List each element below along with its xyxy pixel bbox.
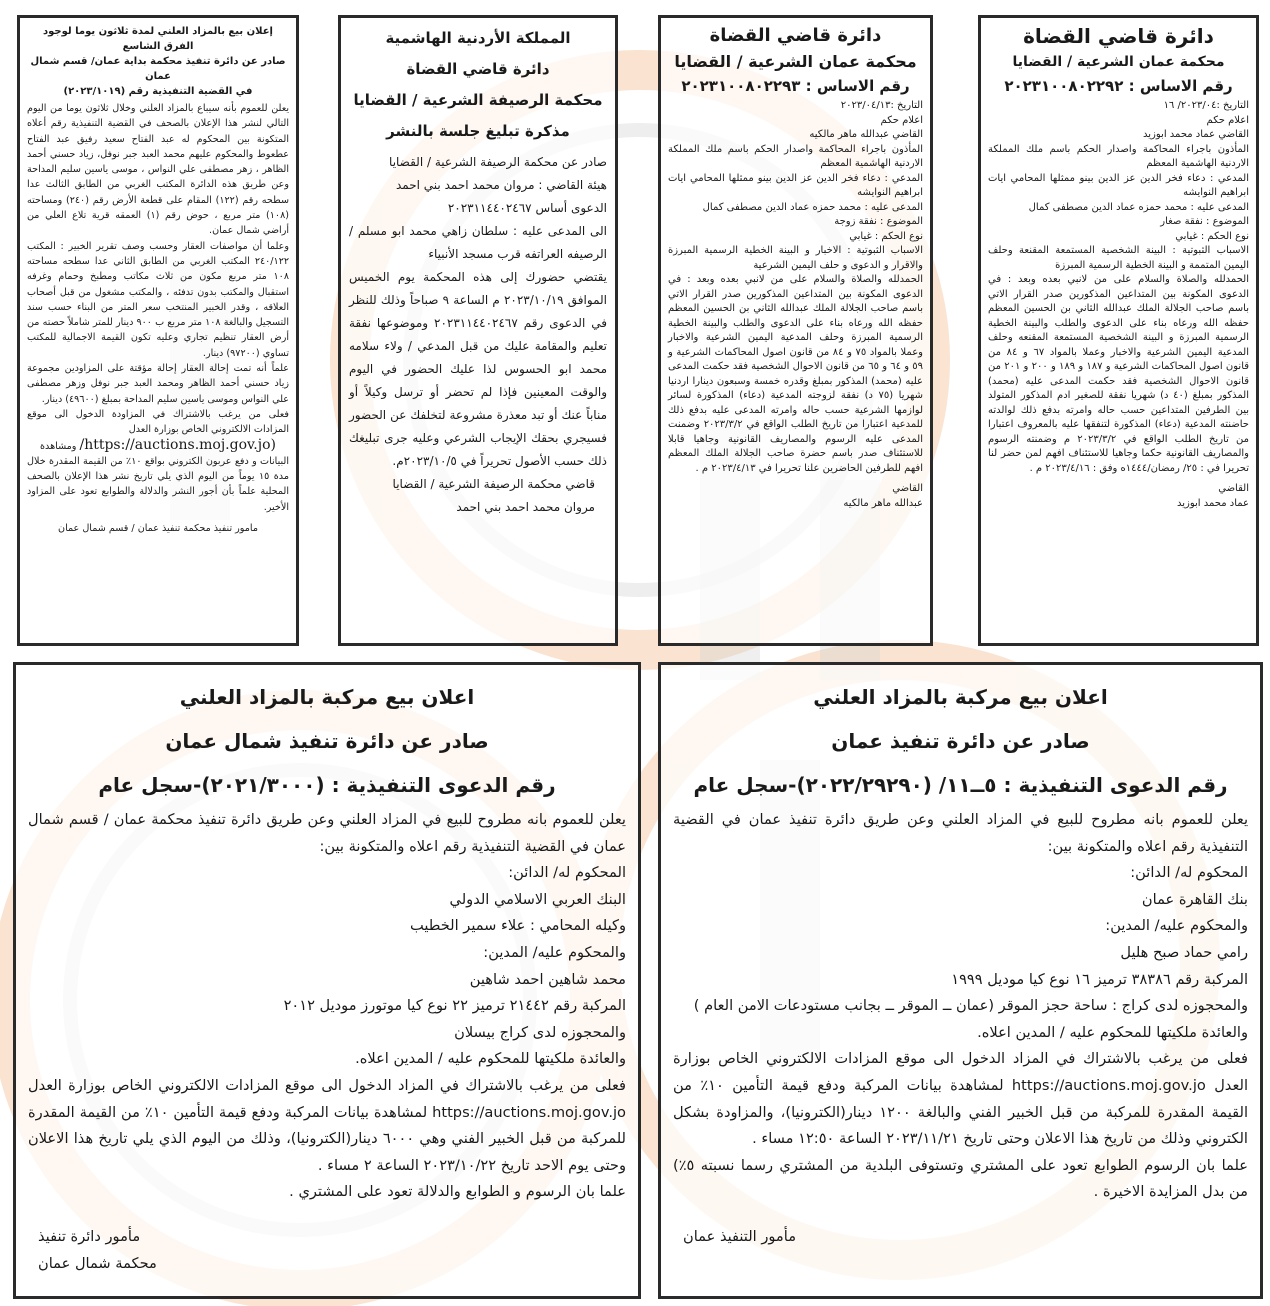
case-number: رقم الدعوى التنفيذية : (٢٠٢١/٣٠٠٠)-سجل عام (98, 773, 556, 797)
notice-paragraph: التاريخ :٢٠٢٣/٠٤/١٣ (840, 100, 923, 111)
notice-paragraph: علماً أنه تمت إحالة العقار إحالة مؤقتة على المزاودين مجموعة زياد حسني أحمد الظاهر ومحمد العبد جبر نوفل وزهر مصطفى علي النواس وموسى ياسين سليم المداحة بمبلغ (٤٩٦٠٠) دينار. (27, 363, 289, 405)
notice-paragraph: نوع الحكم : غيابي (849, 230, 923, 242)
notice-paragraph: وكيله المحامي : علاء سمير الخطيب (410, 917, 626, 935)
notice-paragraph: القاضي عماد محمد ابوزيد (1143, 129, 1249, 140)
notice-paragraph: الاسباب الثبوتية : الاخبار و البينة الخطية الرسمية المبرزة والاقرار و الدعوى و حلف اليمين الشرعية (668, 245, 923, 271)
signature-name: عماد محمد ابوزيد (1176, 497, 1249, 509)
notice-paragraph: يعلن للعموم بأنه سيباع بالمزاد العلني وخلال ثلاثون يوما من اليوم التالي لنشر هذا الإعلان بالصحف في القضية التنفيذية رقم أعلاه المتكونة بين المحكوم له عبد الفتاح سعيد رفيق عبد الفتاح عطعوط والمحكوم عليهم محمد العبد جبر نوفل، زياد حسني أحمد الظاهر ، زهر مصطفى علي النواس ، موسى ياسين سليم المداحة وعن طريق هذه الدائرة المكتب الغربي من الطابق الثالث عدا سطحه رقم (١٢٢) المقام على قطعة الأرض رقم (٢٤٠) ومساحته (١٠٨) متر مربع ، حوض رقم (١) العمقه قرية تلاع العلي من أراضي شمال عمان. (27, 103, 289, 237)
notice-header-list (349, 23, 607, 147)
notice-paragraph-list (28, 807, 626, 1206)
notice-paragraph-list (668, 99, 923, 476)
notice-paragraph: علما بان الرسوم و الطوابع والدلالة تعود على المشتري . (289, 1183, 626, 1201)
notice-paragraph: فعلى من يرغب بالاشتراك في المزاد الدخول الى موقع المزادات الالكتروني الخاص بوزارة العدل https://auctions.moj.gov.jo لمشاهدة بيانات المركبة ودفع قيمة التأمين ١٠٪ من القيمة المقدرة للمركبة من قبل الخبير الفني والبالغة ١٢٠٠ دينار(الكترونيا)، والمزاودة بشكل الكتروني وذلك من تاريخ هذا الاعلان وحتى تاريخ ٢٠٢٣/١١/٢١ الساعة ١٢:٥٠ مساء . (673, 1050, 1249, 1148)
notice-title: اعلان بيع مركبة بالمزاد العلني (179, 685, 475, 709)
notice-paragraph: البيانات و دفع عربون الكتروني بواقع ١٠٪ من القيمة المقدرة خلال مدة ١٥ يوماً من اليوم الذي يلي تاريخ نشر هذا الإعلان بالصحف المحلية علماً بأن أجور النشر والدلالة والطوابع تعود على المزاود الأخير. (27, 455, 289, 513)
notice-header: محكمة الرصيفة الشرعية / القضايا (353, 91, 603, 109)
notice-paragraph: والعائدة ملكيتها للمحكوم عليه / المدين اعلاه. (355, 1050, 626, 1068)
notice-paragraph: المدعى عليه : محمد حمزه عماد الدين مصطفى كمال (1028, 201, 1249, 213)
signature-title: مأمور دائرة تنفيذ (38, 1227, 141, 1245)
issuer: صادر عن دائرة تنفيذ عمان (831, 729, 1090, 753)
notice-paragraph: يعلن للعموم بانه مطروح للبيع في المزاد العلني وعن طريق دائرة تنفيذ عمان في القضية التنفيذية رقم اعلاه والمتكونة بين: (673, 811, 1248, 855)
notice-rusaifa-summons (338, 15, 618, 646)
notice-paragraph: والعائدة ملكيتها للمحكوم عليه / المدين اعلاه. (977, 1023, 1248, 1041)
notice-paragraph: المأذون باجراء المحاكمة واصدار الحكم باسم ملك المملكة الاردنية الهاشمية المعظم (988, 143, 1249, 169)
notice-paragraph: والمحكوم عليه/ المدين: (1105, 917, 1248, 935)
signature-title: قاضي محكمة الرصيفة الشرعية / القضايا (392, 477, 595, 491)
notice-header: إعلان بيع بالمزاد العلني لمدة ثلاثون يوما لوجود الفرق الشاسع (43, 26, 273, 52)
notice-paragraph: الموضوع : نفقة صغار (1160, 216, 1249, 227)
notice-title: اعلان بيع مركبة بالمزاد العلني (813, 685, 1108, 709)
notice-child-alimony (978, 15, 1259, 646)
notice-paragraph: والمحكوم عليه/ المدين: (483, 943, 626, 961)
notice-paragraph: والمحجوزه لدى كراج : ساحة حجز الموقر (عمان ــ الموقر ــ بجانب مستودعات الامن العام ) (693, 997, 1248, 1015)
case-number: رقم الدعوى التنفيذية : ٥ــ١١/ (٢٠٢٢/٢٩٢٩٠)-سجل عام (693, 773, 1228, 797)
issuer: صادر عن دائرة تنفيذ شمال عمان (165, 729, 489, 753)
notice-debt-sale (17, 15, 299, 646)
signature-title: القاضي (1218, 483, 1249, 494)
notice-paragraph: اعلام حكم (1206, 114, 1249, 126)
notice-header-list (27, 24, 289, 99)
notice-paragraph: المدعي : دعاء فخر الدين عز الدين بينو ممثلها المحامي ايات ابراهيم النوايشه (988, 172, 1249, 198)
court-name: محكمة عمان الشرعية / القضايا (1012, 54, 1225, 70)
notice-paragraph: الى المدعى عليه : سلطان زاهي محمد ابو مسلم / الرصيفه العراتفه قرب مسجد الأنبياء (349, 224, 607, 261)
notice-paragraph: يعلن للعموم بانه مطروح للبيع في المزاد العلني وعن طريق دائرة تنفيذ محكمة عمان / قسم شمال عمان في القضية التنفيذية رقم اعلاه والمتكونة بين: (28, 811, 626, 855)
case-number: رقم الاساس : ٢٠٢٣١٠٠٨٠٢٢٩٣ (681, 77, 910, 95)
notice-paragraph: صادر عن محكمة الرصيفة الشرعية / القضايا (389, 155, 607, 169)
notice-paragraph: الاسباب الثبوتية : البينة الشخصية المستمعة المقنعة وحلف اليمين المتممة و البينة الخطية الرسمية المبرزة (988, 245, 1249, 271)
signature-title: مأمور التنفيذ عمان (683, 1227, 797, 1245)
notice-paragraph: البنك العربي الاسلامي الدولي (449, 890, 626, 908)
notice-paragraph: فعلى من يرغب بالاشتراك في المزاد الدخول الى موقع المزادات الالكتروني الخاص بوزارة العدل https://auctions.moj.gov.jo لمشاهدة بيانات المركبة ودفع قيمة التأمين ١٠٪ من القيمة المقدرة للمركبة من قبل الخبير الفني وهي ٦٠٠٠ دينار(الكترونيا)، وذلك من اليوم الذي يلي تاريخ هذا الاعلان وحتى يوم الاحد تاريخ ٢٠٢٣/١٠/٢٢ الساعة ٢ مساء . (28, 1076, 626, 1174)
notice-wife-alimony (658, 15, 933, 646)
signature-name: مروان محمد احمد بني احمد (456, 500, 595, 514)
notice-paragraph-list (27, 454, 289, 515)
url-suffix: ومشاهدة (40, 440, 77, 452)
notice-paragraph: المركبة رقم ٢١٤٤٢ ترميز ٢٢ نوع كيا موتورز موديل ٢٠١٢ (283, 997, 626, 1015)
notice-vehicle-sale-amman (658, 662, 1263, 1299)
notice-paragraph: المحكوم له/ الدائن: (508, 864, 626, 882)
notice-paragraph: الحمدلله والصلاة والسلام على من لانبي بعده وبعد : في الدعوى المكونة بين المتداعين المذكورين صدر القرار الاتي باسم صاحب الجلالة الملك عبدالله الثاني بن الحسين المعظم حفظه الله ورعاه بناء على الدعوى والطلب والبينة الخطية الرسمية المبرزة و البينة الشخصية المستمعة المقنعه وحلف المدعية اليمين الشرعية والاخبار وعملا بالمواد ٦٧ و ٨٤ من قانون اصول المحاكمات الشرعية و ١٨٧ و ١٨٩ و ٢٠٠ و ٢٠١ من قانون الاحوال الشخصية فقد حكمت المدعى عليه (محمد) المذكور بمبلغ (٤٠ د) شهريا نفقة للصغير ادم المذكور المتولد بين الطرفين المتداعين حسب حاله وامرته بدفع ذلك لوالدته حاضنته المدعية (دعاء) المذكورة لتنفقها عليه بالمعروف اعتبارا من تاريخ الطلب الواقع في ٢٠٢٣/٣/٢ م وضمنته الرسوم والمصاريف القانونية حكما وجاهيا للاستئناف افهم لمن حضر لنا تحريرا في : ٢٥/ رمضان/١٤٤٤ه وفق : ٢٠٢٣/٤/١٦ م . (988, 274, 1250, 474)
signature-name: محكمة شمال عمان (38, 1254, 157, 1272)
notice-header: في القضية التنفيذية رقم (٢٠٢٣/١٠١٩) (63, 86, 253, 97)
notice-header: صادر عن دائرة تنفيذ محكمة بداية عمان/ قسم شمال عمان (30, 56, 286, 82)
notice-title: دائرة قاضي القضاة (709, 25, 882, 46)
notice-title: دائرة قاضي القضاة (1023, 24, 1214, 48)
signature-name: عبدالله ماهر مالكيه (843, 497, 923, 509)
notice-paragraph: نوع الحكم : غيابي (1175, 230, 1249, 242)
notice-paragraph: محمد شاهين احمد شاهين (469, 970, 626, 988)
notice-paragraph: يقتضي حضورك إلى هذه المحكمة يوم الخميس الموافق ٢٠٢٣/١٠/١٩ م الساعة ٩ صباحاً وذلك للنظر في الدعوى رقم ٢٠٢٣١١٤٤٠٢٤٦٧ وموضوعها نفقة تعليم والمقامة عليك من قبل المدعي / ولاء سلامه محمد ابو الحسوس لذا عليك الحضور في اليوم والوقت المعينين فإذا لم تحضر أو ترسل وكيلاً أو مناباً عنك أو تبد معذرة مشروعة لتخلفك عن الحضور فسيجري بحقك الإيجاب الشرعي وعليه جرى تبليغك ذلك حسب الأصول تحريراً في ٢٠٢٣/١٠/٥م. (349, 270, 608, 468)
notice-paragraph: المركبة رقم ٣٨٣٨٦ ترميز ١٦ نوع كيا موديل ١٩٩٩ (951, 970, 1248, 988)
notice-paragraph-list (27, 101, 289, 438)
notice-paragraph: الحمدلله والصلاة والسلام على من لانبي بعده وبعد : في الدعوى المكونة بين المتداعين المذكورين صدر القرار الاتي باسم صاحب الجلالة الملك عبدالله الثاني بن الحسين المعظم حفظه الله ورعاه بناء على الدعوى والطلب والبينة الخطية الرسمية المبرزة وحلف المدعية اليمين الشرعية والاخبار وعملا بالمواد ٧٥ و ٨٤ من قانون اصول المحاكمات الشرعية و ٥٩ و ٦٤ و ٦٥ من قانون الاحوال الشخصية فقد حكمت المدعى عليه (محمد) المذكور بمبلغ وقدره خمسة وسبعون دينارا اردنيا شهريا (٧٥ د) نفقة لزوجته المدعية (دعاء) المذكورة لسائر لوازمها الشرعية حسب حاله وامرته المدعى عليه بدفع ذلك للمدعية اعتبارا من تاريخ الطلب الواقع في ٢٠٢٣/٣/٢ وضمنت المدعى عليه الرسوم والمصاريف القانونية وجاهيا قابلا للاستئناف صدر باسم حضرة صاحب الجلالة الملك المعظم افهم للطرفين الحاضرين علنا تحريرا في ٢٠٢٣/٤/١٣ م . (668, 274, 924, 474)
signature: مامور تنفيذ محكمة تنفيذ عمان / قسم شمال عمان (58, 523, 258, 535)
notice-paragraph: الدعوى أساس ٢٠٢٣١١٤٤٠٢٤٦٧ (447, 201, 607, 215)
notice-paragraph: فعلى من يرغب بالاشتراك في المزاودة الدخول الى موقع المزادات الالكتروني الخاص بوزارة العدل (27, 408, 289, 436)
notice-header: دائرة قاضي القضاة (406, 60, 550, 78)
notice-header: المملكة الأردنية الهاشمية (385, 29, 571, 47)
court-name: محكمة عمان الشرعية / القضايا (674, 52, 917, 71)
notice-paragraph: بنك القاهرة عمان (1141, 890, 1248, 908)
notice-paragraph: المدعي : دعاء فخر الدين عز الدين بينو ممثلها المحامي ايات ابراهيم النوايشه (668, 172, 923, 198)
case-number: رقم الاساس : ٢٠٢٣١٠٠٨٠٢٢٩٢ (1004, 77, 1233, 95)
notice-paragraph-list (349, 151, 607, 473)
notice-paragraph: هيئة القاضي : مروان محمد احمد بني احمد (396, 178, 607, 192)
notice-paragraph: علما بان الرسوم الطوابع تعود على المشتري وتستوفى البلدية من المشتري رسما نسبته ٥٪) من بدل المزايدة الاخيرة . (673, 1156, 1248, 1201)
notice-paragraph: اعلام حكم (880, 114, 923, 126)
notice-paragraph-list (673, 807, 1248, 1206)
notice-paragraph: الموضوع : نفقة زوجة (834, 216, 923, 227)
notice-paragraph: رامي حماد صبح هليل (1120, 943, 1248, 961)
url-line (27, 438, 289, 454)
notice-header: مذكرة تبليغ جلسة بالنشر (386, 122, 570, 140)
notice-paragraph-list (988, 99, 1249, 476)
notice-paragraph: القاضي عبدالله ماهر مالكيه (809, 129, 923, 140)
notice-paragraph: المأذون باجراء المحاكمة واصدار الحكم باسم ملك المملكة الاردنية الهاشمية المعظم (668, 143, 923, 169)
notice-paragraph: المحكوم له/ الدائن: (1130, 864, 1248, 882)
notice-paragraph: والمحجوزه لدى كراج بيسلان (454, 1023, 626, 1041)
notice-paragraph: وعلما أن مواصفات العقار وحسب وصف تقرير الخبير : المكتب ٢٤٠/١٢٢ المكتب الغربي من الطابق الثاني عدا سطحه مساحته ١٠٨ متر مربع مكون من ثلاث مكاتب ومطبخ وحمام وغرفه استقبال والمكتب بدون تدفئه ، والمكتب مشغول من قبل أصحاب العلاقه ، وقدر الخبير المنتخب سعر المتر من البناء حسب سند التسجيل والبالغة ١٠٨ متر مربع ب ٩٠٠ دينار للمتر شاملاً حصته من أرض العقار تنظيم تجاري وعليه تكون القيمة الاجمالية للمكتب تساوي (٩٧٢٠٠) دينار. (27, 240, 289, 359)
notice-vehicle-sale-north-amman (13, 662, 641, 1299)
notice-paragraph: التاريخ :٢٠٢٣/٠٤/ ١٦ (1163, 100, 1249, 111)
notice-paragraph: المدعى عليه : محمد حمزه عماد الدين مصطفى كمال (702, 201, 923, 213)
signature-title: القاضي (892, 483, 923, 494)
auction-url-link[interactable]: (https://auctions.moj.gov.jo/ (79, 436, 276, 453)
